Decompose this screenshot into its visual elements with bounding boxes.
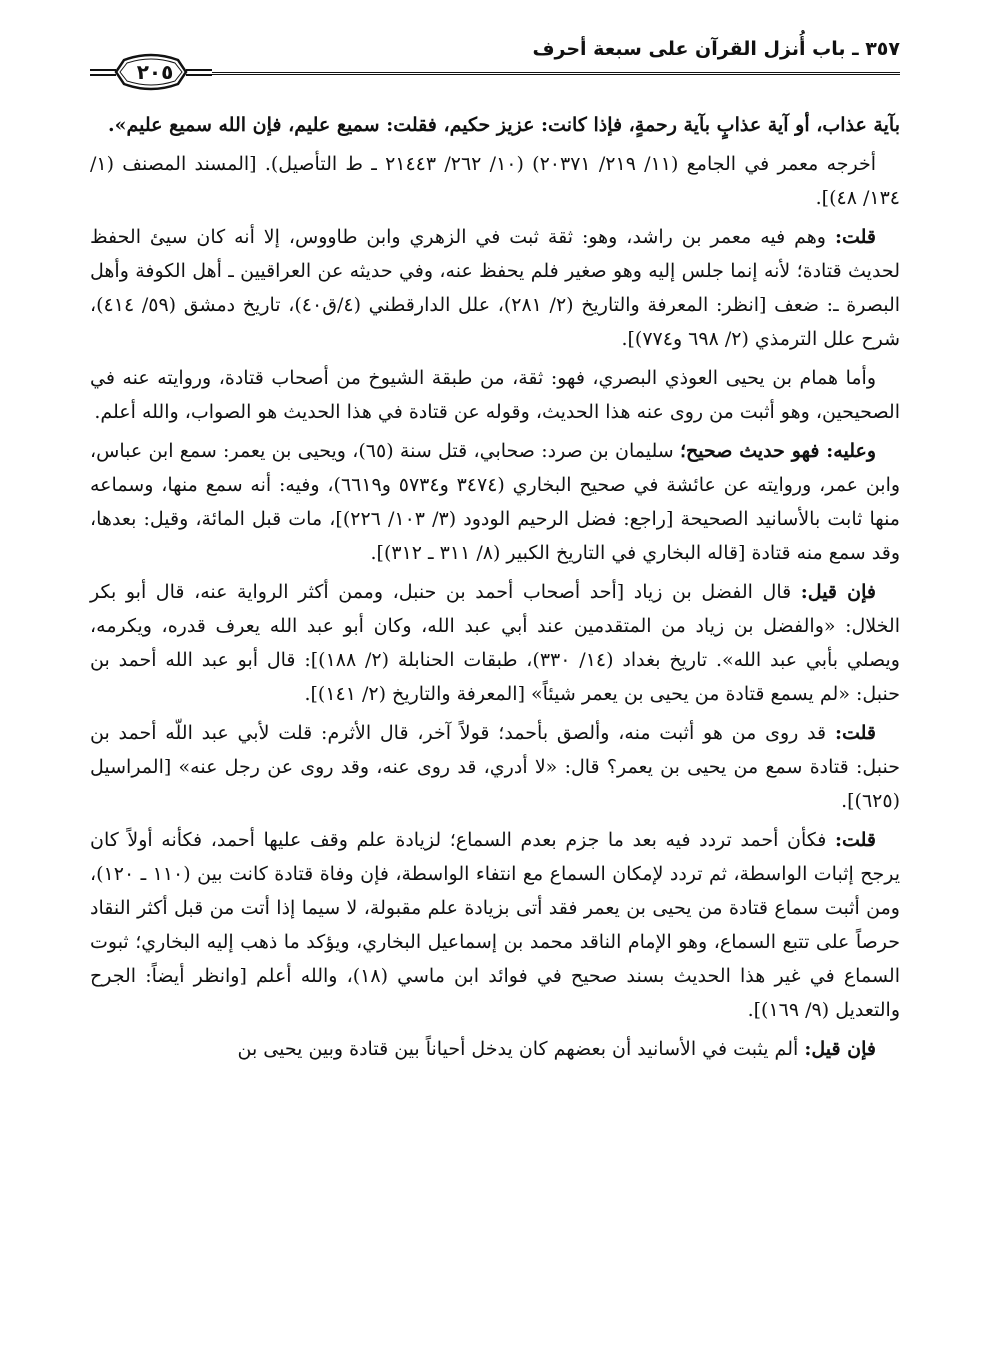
paragraph-reply-two: قلت: فكأن أحمد تردد فيه بعد ما جزم بعدم السماع؛ لزيادة علم وقف عليها أحمد، فكأنه أولاً كان يرجح إثبات الواسطة، ثم تردد لإمكان السماع مع انتفاء الواسطة، فإن وفاة قتادة كانت بين (١١٠ ـ ١٢٠)، ومن أثبت سماع قتادة من يحيى بن يعمر فقد أتى بزيادة علم مقبولة، لا سيما إذا أتت من قبل أكثر النقاد حرصاً على تتبع السماع، وهو الإمام الناقد محمد بن إسماعيل البخاري، ويؤكد ما ذهب إليه البخاري؛ ثبوت السماع في غير هذا الحديث بسند صحيح في فوائد ابن ماسي (١٨)، والله أعلم [وانظر أيضاً: الجرح والتعديل (٩/ ١٦٩)]. (90, 829, 900, 1021)
page-header (90, 30, 900, 102)
paragraph-conclusion: وعليه: فهو حديث صحيح؛ سليمان بن صرد: صحابي، قتل سنة (٦٥)، ويحيى بن يعمر: سمع ابن عباس، وابن عمر، وروايته عن عائشة في صحيح البخاري (٣٤٧٤ و٥٧٣٤ و٦٦١٩)، وفيه: أنه سمع منها، وسماعه منها ثابت بالأسانيد الصحيحة [راجع: فضل الرحيم الودود (٣/ ١٠٣/ ٢٢٦)]، مات قبل المائة، وقيل: بعدها، وقد سمع منه قتادة [قاله البخاري في التاريخ الكبير (٨/ ٣١١ ـ ٣١٢)]. (90, 440, 901, 564)
paragraph-takhrij: أخرجه معمر في الجامع (١١/ ٢١٩/ ٢٠٣٧١) (١٠/ ٢٦٢/ ٢١٤٤٣ ـ ط التأصيل). [المسند المصنف (١/ ١٣٤/ ٤٨)]. (90, 153, 900, 209)
paragraph-hammam-note: وأما همام بن يحيى العوذي البصري، فهو: ثقة، من طبقة الشيوخ من أصحاب قتادة، وروايته عنه في الصحيحين، وهو أثبت من روى عنه هذا الحديث، وقوله عن قتادة في هذا الحديث هو الصواب، والله أعلم. (90, 367, 900, 423)
header-rule (212, 72, 900, 75)
paragraph-reply-one: قلت: قد روى من هو أثبت منه، وألصق بأحمد؛ قولاً آخر، قال الأثرم: قلت لأبي عبد اللّه أحمد بن حنبل: قتادة سمع من يحيى بن يعمر؟ قال: «لا أدري، قد روى عنه، وقد روى عن رجل عنه» [المراسيل (٦٢٥)]. (90, 722, 900, 812)
paragraph-hadith-ending: بآية عذاب، أو آية عذابٍ بآية رحمةٍ، فإذا كانت: عزيز حكيم، فقلت: سميع عليم، فإن الله سميع عليم». (108, 114, 900, 136)
paragraph-muammar-note: قلت: وهم فيه معمر بن راشد، وهو: ثقة ثبت في الزهري وابن طاووس، إلا أنه كان سيئ الحفظ لحديث قتادة؛ لأنه إنما جلس إليه وهو صغير فلم يحفظ عنه، وفي حديثه عن العراقيين ـ أهل الكوفة وأهل البصرة ـ: ضعف [انظر: المعرفة والتاريخ (٢/ ٢٨١)، علل الدارقطني (٤/ق٤٠)، تاريخ دمشق (٥٩/ ٤١٤)، شرح علل الترمذي (٢/ ٦٩٨ و٧٧٤)]. (90, 226, 901, 350)
page-number: ٢٠٥ (136, 60, 174, 84)
paragraph-objection-one: فإن قيل: قال الفضل بن زياد [أحد أصحاب أحمد بن حنبل، وممن أكثر الرواية عنه، قال أبو بكر الخلال: «والفضل بن زياد من المتقدمين عند أبي عبد الله، وكان أبو عبد الله يعرف قدره، ويكرمه، ويصلي بأبي عبد الله». تاريخ بغداد (١٤/ ٣٣٠)، طبقات الحنابلة (٢/ ١٨٨)]: قال أبو عبد الله أحمد بن حنبل: «لم يسمع قتادة من يحيى بن يعمر شيئاً» [المعرفة والتاريخ (٢/ ١٤١)]. (90, 581, 900, 705)
document-page (90, 30, 900, 1330)
body-text (90, 108, 900, 1066)
page-number-frame (90, 50, 212, 94)
paragraph-objection-two: فإن قيل: ألم يثبت في الأسانيد أن بعضهم كان يدخل أحياناً بين قتادة وبين يحيى بن (237, 1038, 876, 1060)
running-title: ٣٥٧ ـ باب أُنزل القرآن على سبعة أحرف (532, 38, 900, 60)
